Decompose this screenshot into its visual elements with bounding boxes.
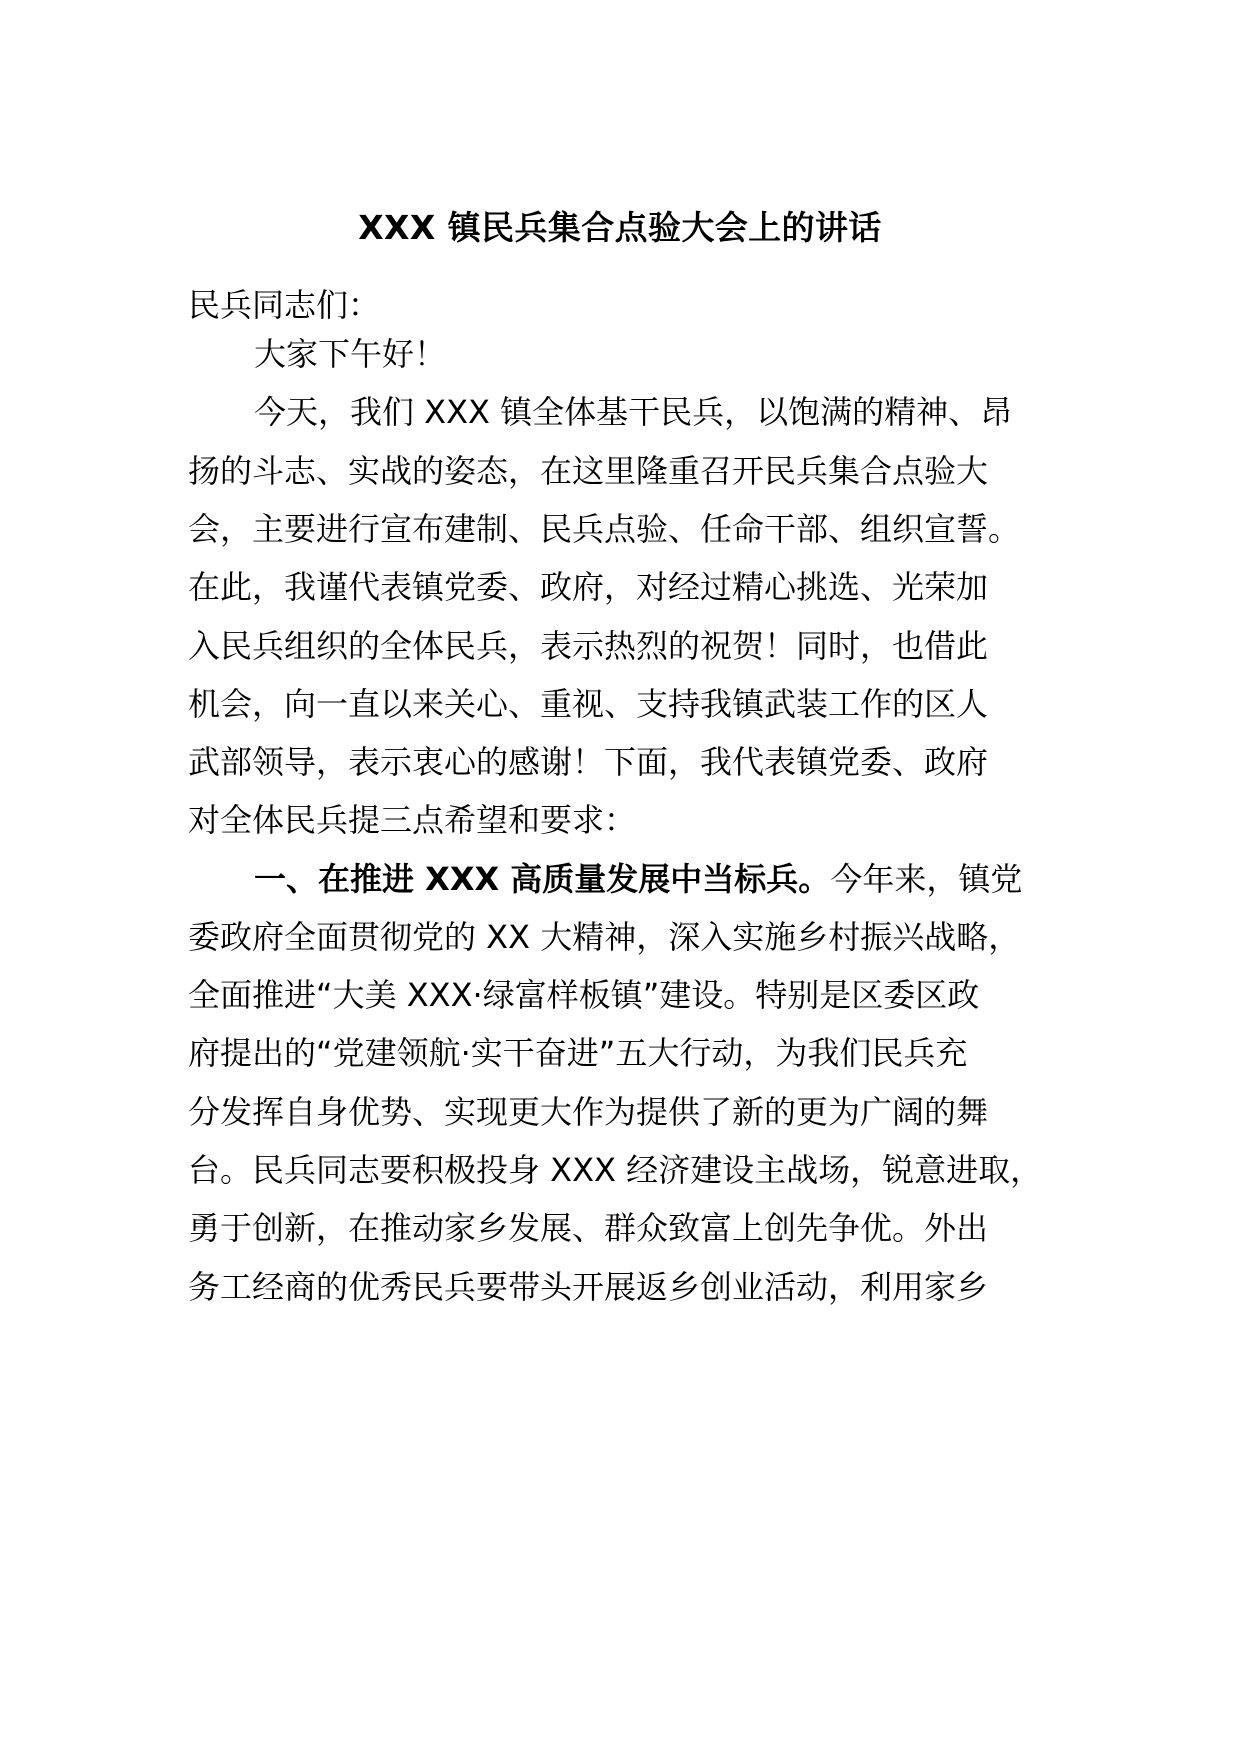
paragraph-line: 务工经商的优秀民兵要带头开展返乡创业活动，利用家乡 (188, 1268, 989, 1306)
section-1-heading: 一、在推进 XXX 高质量发展中当标兵。 (254, 860, 831, 898)
paragraph-line: 机会，向一直以来关心、重视、支持我镇武装工作的区人 (188, 685, 989, 723)
paragraph-line: 勇于创新，在推动家乡发展、群众致富上创先争优。外出 (188, 1209, 989, 1247)
salutation: 民兵同志们： (188, 286, 381, 324)
paragraph-line: 今天，我们 XXX 镇全体基干民兵，以饱满的精神、昂 (254, 393, 1013, 431)
paragraph-line: 武部领导，表示衷心的感谢！下面，我代表镇党委、政府 (188, 743, 989, 781)
paragraph-line: 扬的斗志、实战的姿态，在这里隆重召开民兵集合点验大 (188, 452, 989, 490)
section-1-first-text: 今年来，镇党 (830, 860, 1023, 898)
paragraph-line: 会，主要进行宣布建制、民兵点验、任命干部、组织宣誓。 (188, 510, 1021, 548)
document-title: XXX 镇民兵集合点验大会上的讲话 (358, 208, 882, 247)
paragraph-line: 在此，我谨代表镇党委、政府，对经过精心挑选、光荣加 (188, 568, 989, 606)
section-1-first-line (254, 856, 1022, 902)
paragraph-line: 府提出的“党建领航·实干奋进”五大行动，为我们民兵充 (188, 1034, 968, 1072)
paragraph-line: 台。民兵同志要积极投身 XXX 经济建设主战场，锐意进取， (188, 1151, 1043, 1189)
paragraph-line: 全面推进“大美 XXX·绿富样板镇”建设。特别是区委区政 (188, 976, 980, 1014)
paragraph-line: 委政府全面贯彻党的 XX 大精神，深入实施乡村振兴战略， (188, 918, 1021, 956)
paragraph-line: 分发挥自身优势、实现更大作为提供了新的更为广阔的舞 (188, 1093, 989, 1131)
greeting: 大家下午好！ (254, 335, 447, 373)
paragraph-line: 对全体民兵提三点希望和要求： (188, 801, 637, 839)
paragraph-line: 入民兵组织的全体民兵，表示热烈的祝贺！同时，也借此 (188, 627, 989, 665)
